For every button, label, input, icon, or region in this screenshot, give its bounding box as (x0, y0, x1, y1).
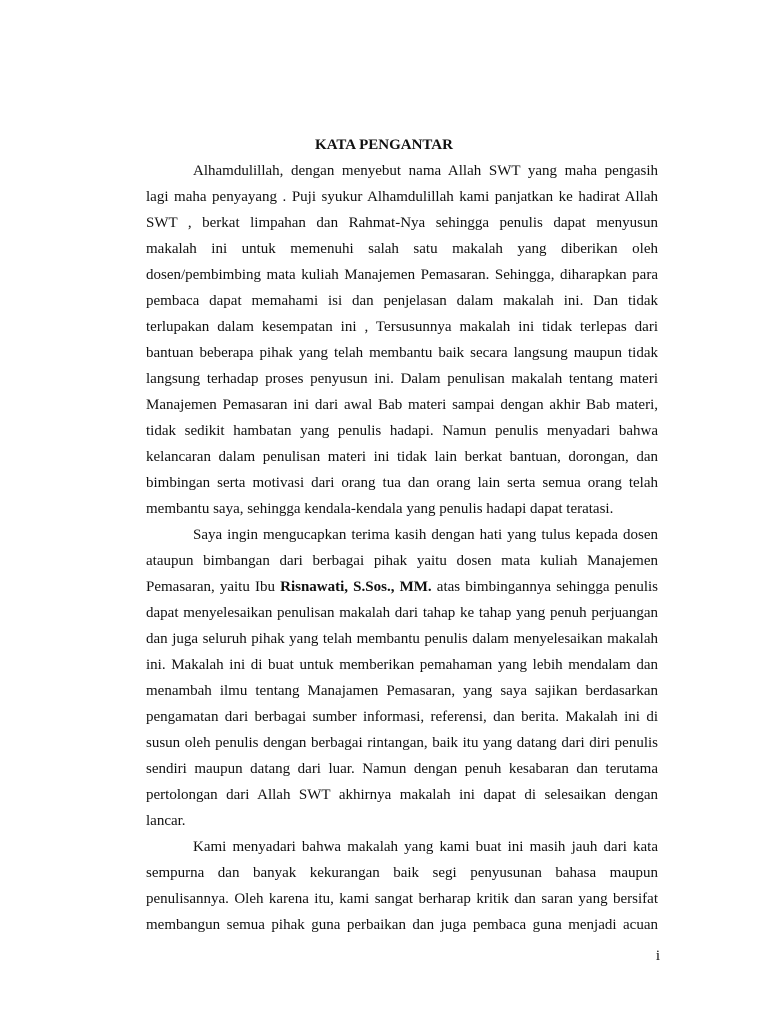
text-line: ataupun bimbangan dari berbagai pihak yaitu dosen mata kuliah Manajemen (146, 553, 658, 569)
text-line: pembaca dapat memahami isi dan penjelasan dalam makalah ini. Dan tidak (146, 293, 658, 309)
text-line: Kami menyadari bahwa makalah yang kami buat ini masih jauh dari kata (193, 839, 658, 855)
text-line: penulisannya. Oleh karena itu, kami sangat berharap kritik dan saran yang bersifat (146, 891, 658, 907)
text-line: membantu saya, sehingga kendala-kendala yang penulis hadapi dapat teratasi. (146, 501, 614, 517)
text-line: bimbingan serta motivasi dari orang tua dan orang lain serta semua orang telah (146, 475, 658, 491)
text-line: makalah ini untuk memenuhi salah satu makalah yang diberikan oleh (146, 241, 658, 257)
text-line: terlupakan dalam kesempatan ini , Tersusunnya makalah ini tidak terlepas dari (146, 319, 658, 335)
text-line: Alhamdulillah, dengan menyebut nama Allah SWT yang maha pengasih (193, 163, 658, 179)
text-line: pertolongan dari Allah SWT akhirnya makalah ini dapat di selesaikan dengan (146, 787, 658, 803)
lecturer-name: Risnawati, S.Sos., MM. (280, 579, 432, 595)
text-line: lagi maha penyayang . Puji syukur Alhamdulillah kami panjatkan ke hadirat Allah (146, 189, 658, 205)
page-number: i (655, 948, 660, 964)
text-line: menambah ilmu tentang Manajamen Pemasaran, yang saya sajikan berdasarkan (146, 683, 658, 699)
text-line: membangun semua pihak guna perbaikan dan juga pembaca guna menjadi acuan (146, 917, 658, 933)
text-line: Saya ingin mengucapkan terima kasih dengan hati yang tulus kepada dosen (193, 527, 658, 543)
text-line: pengamatan dari berbagai sumber informasi, referensi, dan berita. Makalah ini di (146, 709, 658, 725)
text-line: bantuan beberapa pihak yang telah membantu baik secara langsung maupun tidak (146, 345, 658, 361)
text-line: dapat menyelesaikan penulisan makalah dari tahap ke tahap yang penuh perjuangan (146, 605, 658, 621)
text-line: SWT , berkat limpahan dan Rahmat-Nya sehingga penulis dapat menyusun (146, 215, 658, 231)
text-line: langsung terhadap proses penyusun ini. Dalam penulisan makalah tentang materi (146, 371, 658, 387)
text-line-with-name (146, 576, 658, 598)
page-title: KATA PENGANTAR (315, 137, 453, 153)
text-after-name: atas bimbingannya sehingga penulis (431, 579, 659, 595)
text-line: lancar. (146, 813, 186, 829)
text-line: tidak sedikit hambatan yang penulis hadapi. Namun penulis menyadari bahwa (146, 423, 658, 439)
text-line: susun oleh penulis dengan berbagai rintangan, baik itu yang datang dari diri penulis (146, 735, 658, 751)
text-line: dan juga seluruh pihak yang telah membantu penulis dalam menyelesaikan makalah (146, 631, 658, 647)
text-line: kelancaran dalam penulisan materi ini tidak lain berkat bantuan, dorongan, dan (146, 449, 658, 465)
text-line: ini. Makalah ini di buat untuk memberikan pemahaman yang lebih mendalam dan (146, 657, 658, 673)
text-line: sendiri maupun datang dari luar. Namun dengan penuh kesabaran dan terutama (146, 761, 658, 777)
text-before-name: Pemasaran, yaitu Ibu (146, 579, 281, 595)
text-line: dosen/pembimbing mata kuliah Manajemen Pemasaran. Sehingga, diharapkan para (146, 267, 658, 283)
text-line: sempurna dan banyak kekurangan baik segi penyusunan bahasa maupun (146, 865, 658, 881)
text-line: Manajemen Pemasaran ini dari awal Bab materi sampai dengan akhir Bab materi, (146, 397, 658, 413)
